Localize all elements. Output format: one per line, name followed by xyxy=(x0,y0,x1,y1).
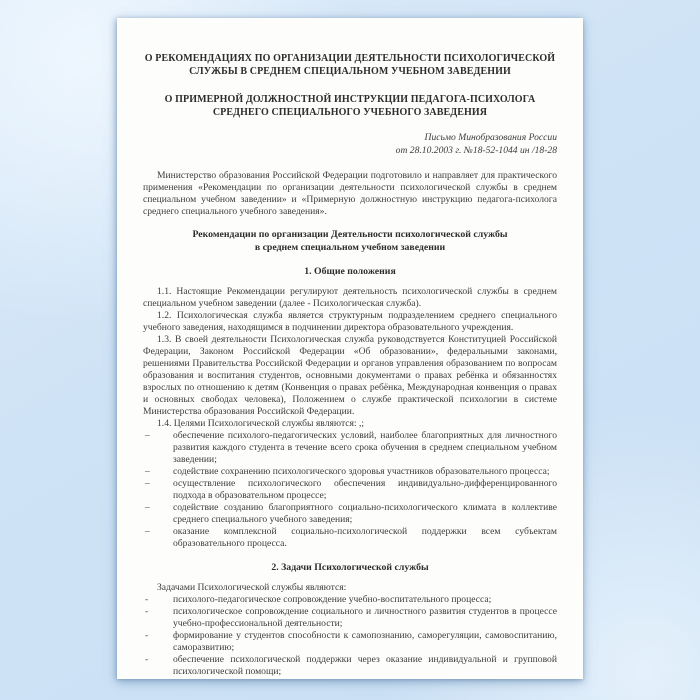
list-item xyxy=(143,502,557,526)
doc-title-secondary-line2: СРЕДНЕГО СПЕЦИАЛЬНОГО УЧЕБНОГО ЗАВЕДЕНИЯ xyxy=(212,107,488,118)
list-item xyxy=(143,466,557,478)
byline xyxy=(143,131,557,157)
paragraph-1-1: 1.1. Настоящие Рекомендации регулируют деятельность психологической службы в среднем специальном учебном заведении (далее - Психологическая служба). xyxy=(143,286,557,309)
section-1-heading: 1. Общие положения xyxy=(304,266,396,277)
list-dash-marker: – xyxy=(145,502,150,513)
list-item xyxy=(143,594,557,606)
paragraph-1-3: 1.3. В своей деятельности Психологическая служба руководствуется Конституцией Российской Федерации, Законом Российской Федерации «Об образовании», федеральными законами, решениями Правительства Российской Федерации и органов управления образованием по вопросам образования и воспитания студентов, основными документами о правах ребёнка и обязанностях взрослых по отношению к детям (Конвенция о правах ребёнка, Международная конвенция о правах и основных свободах человека), Положением о службе практической психологии в системе Министерства образования Российской Федерации. xyxy=(143,334,557,417)
doc-title-primary xyxy=(143,52,557,78)
list-item-text: психологическое сопровождение социального и личностного развития студентов в процессе учебно-профессиональной деятельности; xyxy=(173,606,557,629)
byline-reference: от 28.10.2003 г. №18-52-1044 ин /18-28 xyxy=(395,145,557,156)
list-item-text: формирование у студентов способности к самопознанию, саморегуляции, самовоспитанию, саморазвитию; xyxy=(173,630,557,653)
list-item-text: осуществление психологического обеспечения индивидуально-дифференцированного подхода в образовательном процессе; xyxy=(173,478,557,501)
list-item xyxy=(143,478,557,502)
tasks-list xyxy=(143,594,557,678)
list-item-text: оказание комплексной социально-психологической поддержки всем субъектам образовательного процесса. xyxy=(173,526,557,549)
goals-list xyxy=(143,430,557,550)
list-dash-marker: - xyxy=(145,630,149,641)
list-item-text: содействие созданию благоприятного социально-психологического климата в коллективе среднего специального учебного заведения; xyxy=(173,502,557,525)
list-item xyxy=(143,630,557,654)
list-item-text: психолого-педагогическое сопровождение учебно-воспитательного процесса; xyxy=(173,594,492,605)
doc-subtitle-line2: в среднем специальном учебном заведении xyxy=(254,241,446,253)
list-item-text: обеспечение психологической поддержки через оказание индивидуальной и групповой психологической помощи; xyxy=(173,654,557,677)
doc-subtitle xyxy=(143,229,557,254)
list-dash-marker: – xyxy=(145,478,150,489)
doc-title-primary-line1: О РЕКОМЕНДАЦИЯХ ПО ОРГАНИЗАЦИИ ДЕЯТЕЛЬНОСТИ ПСИХОЛОГИЧЕСКОЙ xyxy=(144,53,556,64)
list-dash-marker: - xyxy=(145,594,149,605)
list-item xyxy=(143,526,557,550)
doc-title-primary-line2: СЛУЖБЫ В СРЕДНЕМ СПЕЦИАЛЬНОМ УЧЕБНОМ ЗАВЕДЕНИИ xyxy=(189,66,511,77)
list-item xyxy=(143,430,557,466)
list-dash-marker: – xyxy=(145,466,150,477)
section-2-heading: 2. Задачи Психологической службы xyxy=(271,562,429,573)
list-item xyxy=(143,606,557,630)
doc-subtitle-line1: Рекомендации по организации Деятельности психологической службы xyxy=(192,229,508,240)
paragraph-1-2: 1.2. Психологическая служба является структурным подразделением среднего специального учебного заведения, находящимся в подчинении директора образовательного учреждения. xyxy=(143,310,557,333)
list-dash-marker: - xyxy=(145,606,149,617)
document-page xyxy=(117,18,583,679)
intro-paragraph: Министерство образования Российской Федерации подготовило и направляет для практического применения «Рекомендации по организации деятельности психологической службы в среднем специальном учебном заведении» и «Примерную должностную инструкцию педагога-психолога среднего специального учебного заведения». xyxy=(143,170,557,217)
doc-title-secondary-line1: О ПРИМЕРНОЙ ДОЛЖНОСТНОЙ ИНСТРУКЦИИ ПЕДАГОГА-ПСИХОЛОГА xyxy=(164,94,536,105)
doc-title-secondary xyxy=(143,93,557,119)
list-item-text: обеспечение психолого-педагогических условий, наиболее благоприятных для личностного развития каждого студента в течение всего срока обучения в среднем специальном учебном заведении; xyxy=(173,430,557,465)
list-dash-marker: – xyxy=(145,430,150,441)
list-item xyxy=(143,654,557,678)
list-item-text: содействие сохранению психологического здоровья участников образовательного процесса; xyxy=(173,466,550,477)
tasks-lead-paragraph: Задачами Психологической службы являются: xyxy=(157,582,347,593)
paragraph-1-4: 1.4. Целями Психологической службы являются: ,; xyxy=(157,418,365,429)
list-dash-marker: - xyxy=(145,654,149,665)
byline-source: Письмо Минобразования России xyxy=(424,132,557,143)
list-dash-marker: – xyxy=(145,526,150,537)
